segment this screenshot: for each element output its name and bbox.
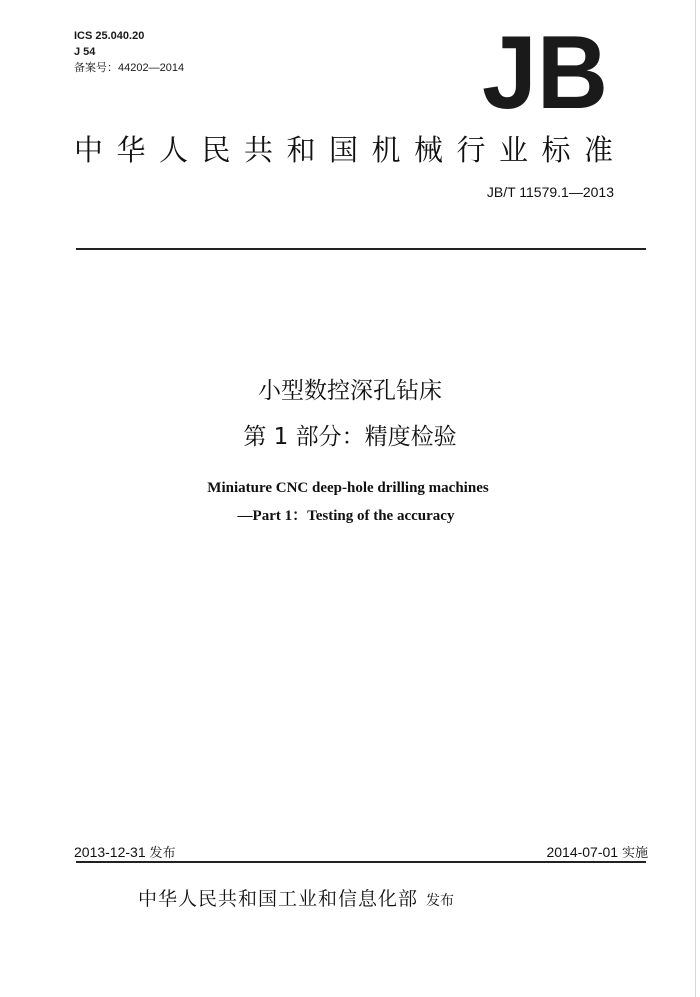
publisher-suffix: 发布 xyxy=(426,893,455,909)
ics-code: ICS 25.040.20 xyxy=(74,30,145,42)
issue-date xyxy=(74,842,176,861)
header-meta xyxy=(74,28,184,76)
top-divider xyxy=(76,248,646,250)
issue-date-label: 发布 xyxy=(149,846,176,861)
standard-number: JB/T 11579.1—2013 xyxy=(486,184,614,200)
jb-logo-icon xyxy=(480,30,610,112)
standard-title: 中华人民共和国机械行业标准 xyxy=(74,133,627,167)
document-title-en-line2: —Part 1：Testing of the accuracy xyxy=(237,508,455,524)
issue-date-value: 2013-12-31 xyxy=(74,844,146,860)
bottom-divider xyxy=(76,861,646,863)
logo-text: JB xyxy=(482,30,608,112)
filing-number: 备案号：44202—2014 xyxy=(74,62,185,74)
implementation-date-value: 2014-07-01 xyxy=(546,844,619,860)
document-title-cn-line1: 小型数控深孔钻床 xyxy=(258,378,442,404)
page-edge xyxy=(695,0,696,997)
implementation-date xyxy=(546,842,648,861)
publisher xyxy=(138,884,454,911)
document-title-cn-line2: 第 1 部分：精度检验 xyxy=(243,424,457,450)
publisher-name: 中华人民共和国工业和信息化部 xyxy=(138,888,419,910)
category-code: J 54 xyxy=(74,46,96,58)
implementation-date-label: 实施 xyxy=(621,846,648,861)
document-title-en-line1: Miniature CNC deep-hole drilling machines xyxy=(207,480,489,496)
